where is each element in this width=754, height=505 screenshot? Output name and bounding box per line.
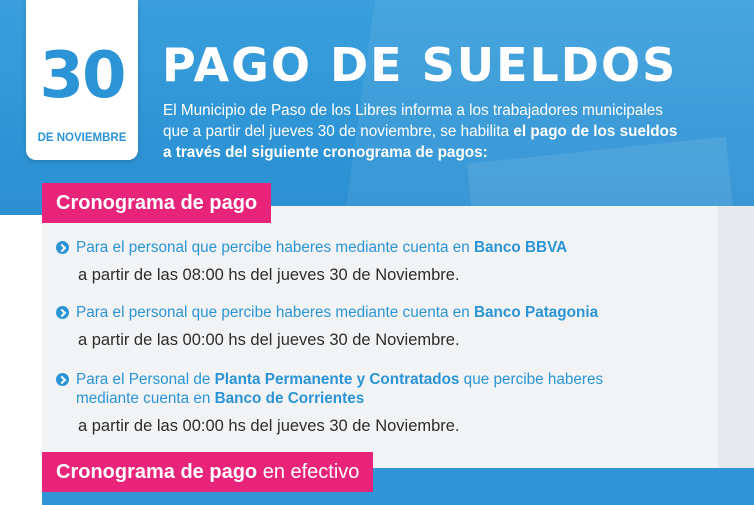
schedule-item-text: que percibe haberes <box>459 371 604 388</box>
intro-line-2-bold: el pago de los sueldos <box>513 123 678 140</box>
schedule-item-text: Para el Personal de <box>76 371 215 388</box>
chevron-bullet-icon <box>56 241 69 254</box>
section-schedule-heading <box>42 183 271 223</box>
schedule-item-text: mediante cuenta en <box>76 390 215 407</box>
bank-name: Banco BBVA <box>474 239 568 256</box>
date-day: 30 <box>39 39 125 113</box>
schedule-item-heading <box>76 303 716 322</box>
section-cash-heading <box>42 452 373 492</box>
date-tab <box>26 0 138 160</box>
intro-line-2: que a partir del jueves 30 de noviembre, se habilita <box>163 123 514 140</box>
date-month: DE NOVIEMBRE <box>37 132 127 144</box>
schedule-item-text: Para el personal que percibe haberes mediante cuenta en <box>76 239 474 256</box>
intro-line-3: a través del siguiente cronograma de pagos: <box>163 144 488 161</box>
chevron-bullet-icon <box>56 306 69 319</box>
schedule-item-time: a partir de las 00:00 hs del jueves 30 de Noviembre. <box>78 417 460 435</box>
schedule-item <box>56 238 716 285</box>
bank-name: Banco Patagonia <box>474 304 599 321</box>
schedule-item-heading <box>76 370 716 408</box>
card-side-strip <box>718 206 754 505</box>
schedule-item <box>56 303 716 350</box>
chevron-bullet-icon <box>56 373 69 386</box>
intro-text <box>163 100 743 163</box>
schedule-item-text: Para el personal que percibe haberes mediante cuenta en <box>76 304 474 321</box>
intro-line-1: El Municipio de Paso de los Libres informa a los trabajadores municipales <box>163 102 663 119</box>
staff-type: Planta Permanente y Contratados <box>214 371 460 388</box>
schedule-item-time: a partir de las 08:00 hs del jueves 30 de Noviembre. <box>78 266 460 284</box>
page-title: PAGO DE SUELDOS <box>162 38 678 92</box>
section-cash-label-bold: Cronograma de pago <box>56 461 258 483</box>
schedule-item <box>56 370 716 436</box>
section-schedule-label: Cronograma de pago <box>56 192 258 214</box>
bank-name: Banco de Corrientes <box>214 390 365 407</box>
schedule-item-heading <box>76 238 716 257</box>
schedule-item-time: a partir de las 00:00 hs del jueves 30 de Noviembre. <box>78 331 460 349</box>
section-cash-label-rest: en efectivo <box>257 461 360 483</box>
